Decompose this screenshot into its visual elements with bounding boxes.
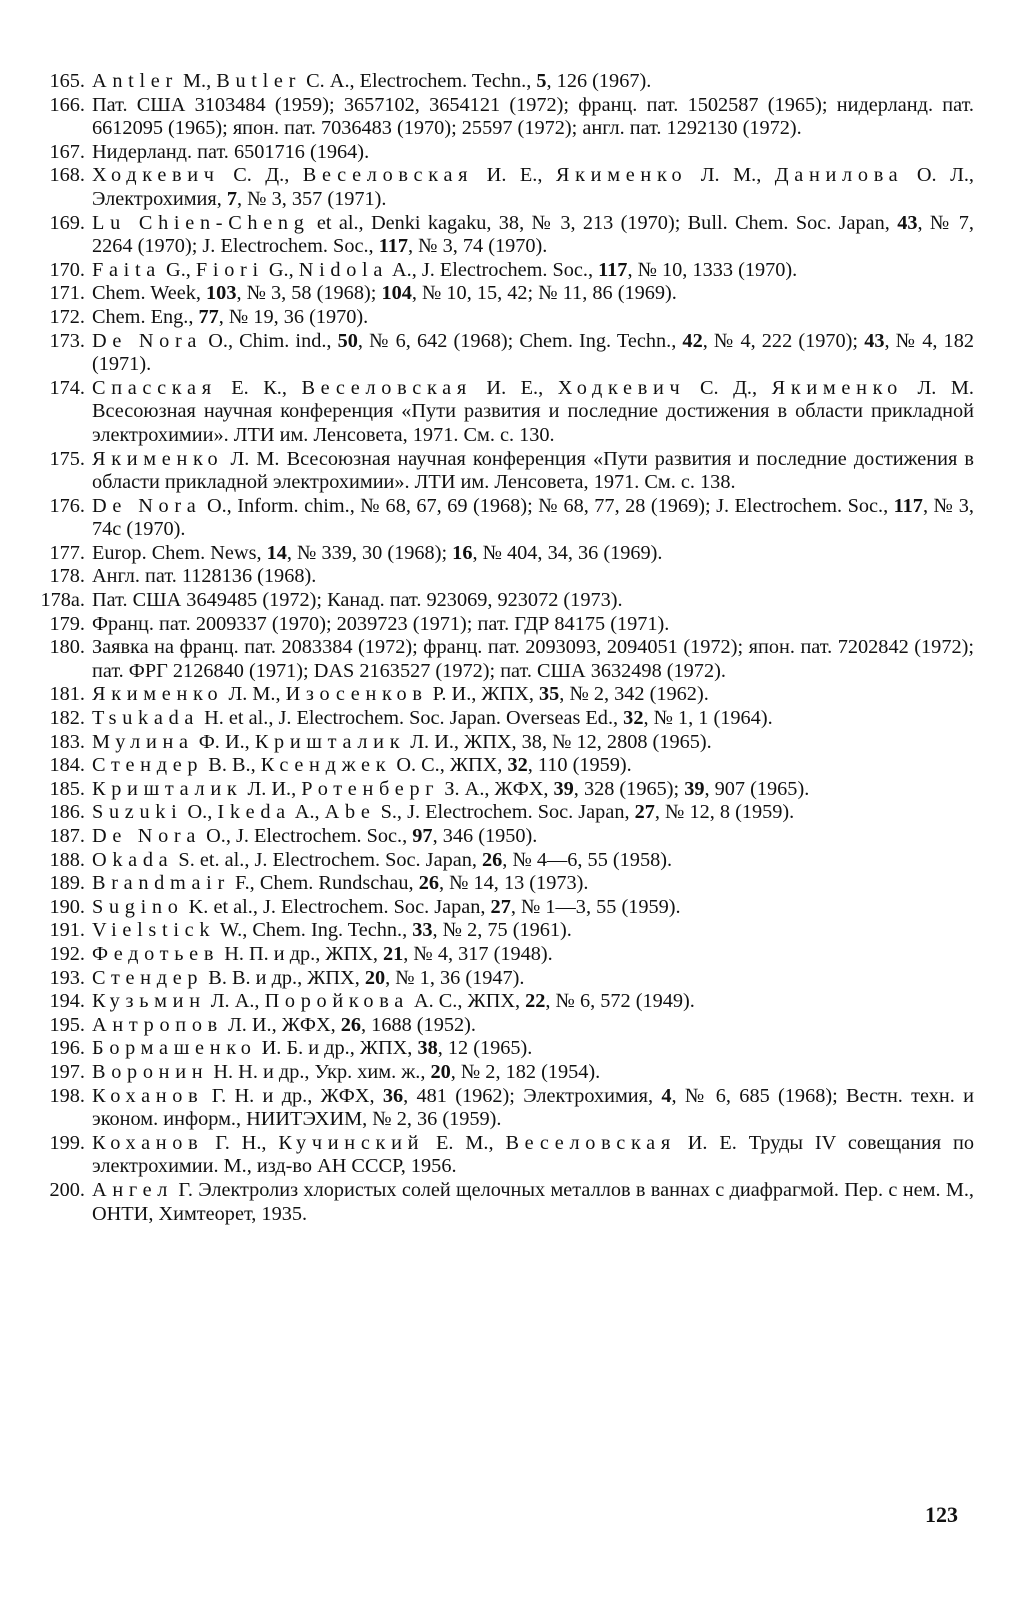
reference-entry (36, 1132, 974, 1179)
reference-entry (36, 919, 974, 943)
author-name: Faita (92, 258, 161, 281)
volume-number: 20 (430, 1060, 451, 1083)
volume-number: 32 (507, 754, 528, 777)
reference-text (92, 141, 974, 165)
citation-text: Г. Н., (203, 1131, 279, 1154)
citation-text: , 126 (1967). (546, 70, 652, 92)
citation-text: O., Chim. ind., (202, 329, 338, 352)
author-name: Ротенберг (301, 777, 440, 800)
citation-text: З. А., ЖФХ, (439, 777, 554, 800)
citation-text: О. С., ЖПХ, (391, 754, 508, 777)
citation-text: O., (182, 801, 218, 824)
citation-text: Нидерланд. пат. 6501716 (1964). (92, 140, 370, 163)
reference-entry (36, 495, 974, 542)
reference-text (92, 919, 974, 943)
author-name: Мулина (92, 730, 194, 753)
citation-text: , № 14, 13 (1973). (438, 872, 589, 895)
citation-text: С. Д., (685, 376, 772, 399)
citation-text: , № 10, 1333 (1970). (627, 258, 798, 281)
reference-entry (36, 707, 974, 731)
author-name: Федотьев (92, 942, 220, 965)
reference-number: 171. (49, 282, 85, 305)
author-name: De Nora (92, 825, 202, 847)
citation-text: И. Е. Труды IV совещания по электрохимии. М., изд-во АН СССР, 1956. (92, 1131, 974, 1178)
citation-text: Франц. пат. 2009337 (1970); 2039723 (1971); пат. ГДР 84175 (1971). (92, 612, 670, 635)
citation-text: Г. Н. и др., ЖФХ, (203, 1084, 383, 1107)
reference-entry (36, 141, 974, 165)
citation-text: H. et al., J. Electrochem. Soc. Japan. Overseas Ed., (199, 707, 624, 730)
reference-number: 197. (49, 1060, 85, 1083)
volume-number: 27 (634, 801, 655, 824)
volume-number: 43 (864, 329, 885, 352)
citation-text: A., J. Electrochem. Soc., (388, 258, 599, 281)
reference-number: 168. (49, 164, 85, 187)
reference-text (92, 1061, 974, 1085)
volume-number: 22 (525, 990, 546, 1013)
volume-number: 26 (340, 1013, 362, 1036)
author-name: Okada (92, 848, 174, 871)
citation-text: , № 404, 34, 36 (1969). (472, 541, 663, 564)
author-name: Веселовская (302, 164, 474, 187)
author-name: Стендер (92, 966, 204, 989)
volume-number: 117 (598, 258, 628, 281)
reference-number: 188. (49, 848, 85, 871)
reference-number: 174. (49, 376, 85, 399)
reference-entry (36, 377, 974, 448)
citation-text: , 481 (1962); Электрохимия, (403, 1084, 662, 1107)
reference-text (92, 896, 974, 920)
author-name: Ходкевич (557, 376, 686, 399)
reference-number: 178. (49, 565, 85, 588)
volume-number: 35 (539, 683, 560, 706)
author-name: Nidola (298, 258, 389, 281)
author-name: De Nora (92, 329, 203, 352)
reference-number: 173. (49, 329, 85, 352)
citation-text: S. et. al., J. Electrochem. Soc. Japan, (173, 848, 483, 871)
citation-text: Заявка на франц. пат. 2083384 (1972); франц. пат. 2093093, 2094051 (1972); япон. пат. 7202842 (1972); пат. ФРГ 2126840 (1971); DAS 2163527 (1972); пат. США 3632498 (1972). (92, 636, 974, 682)
reference-text (92, 1085, 974, 1132)
citation-text: , № 3, 58 (1968); (236, 282, 382, 305)
reference-entry (36, 990, 974, 1014)
reference-entry (36, 330, 974, 377)
reference-number: 187. (49, 825, 85, 847)
reference-entry (36, 565, 974, 589)
author-name: Ангел (92, 1178, 174, 1201)
reference-number: 186. (49, 801, 85, 824)
reference-text (92, 589, 974, 613)
reference-entry (36, 849, 974, 873)
reference-entry (36, 306, 974, 330)
volume-number: 103 (206, 282, 237, 305)
citation-text: , № 3, 74c (1970). (92, 494, 974, 541)
reference-entry (36, 778, 974, 802)
citation-text: , № 10, 15, 42; № 11, 86 (1969). (411, 282, 677, 305)
author-name: Ксенджек (260, 754, 392, 777)
reference-number: 193. (49, 966, 85, 989)
citation-text: Л. М. Всесоюзная научная конференция «Пути развития и последние достижения в области прикладной электрохимии». ЛТИ им. Ленсовета, 1971. См. с. 130. (92, 376, 974, 446)
reference-text (92, 801, 974, 825)
reference-text (92, 943, 974, 967)
citation-text: В. В., (203, 754, 261, 777)
citation-text: Н. П. и др., ЖПХ, (219, 942, 383, 965)
citation-text: Н. Н. и др., Укр. хим. ж., (208, 1060, 431, 1083)
volume-number: 20 (364, 966, 386, 989)
citation-text: , № 19, 36 (1970). (218, 305, 369, 328)
reference-entry (36, 801, 974, 825)
reference-number: 183. (49, 730, 85, 753)
reference-number: 184. (49, 754, 85, 777)
reference-number: 169. (49, 211, 85, 234)
reference-entry (36, 212, 974, 259)
reference-number: 172. (49, 305, 85, 328)
reference-entry (36, 1037, 974, 1061)
reference-text (92, 330, 974, 377)
reference-entry (36, 872, 974, 896)
volume-number: 50 (337, 329, 358, 352)
citation-text: , 12 (1965). (437, 1037, 533, 1060)
reference-text (92, 1179, 974, 1226)
reference-number: 200. (49, 1178, 85, 1201)
citation-text: , № 6, 642 (1968); Chem. Ing. Techn., (357, 329, 683, 352)
citation-text: Е. К., (216, 376, 302, 399)
author-name: Кришталик (254, 730, 406, 753)
reference-number: 179. (49, 612, 85, 635)
volume-number: 39 (684, 777, 705, 800)
citation-text: F., Chem. Rundschau, (229, 872, 419, 895)
volume-number: 14 (266, 541, 287, 564)
author-name: Веселовская (301, 376, 472, 399)
author-name: Стендер (92, 754, 204, 777)
reference-number: 194. (49, 990, 85, 1013)
citation-text: Л. И., ЖПХ, 38, № 12, 2808 (1965). (405, 730, 712, 753)
author-name: Vielstick (92, 919, 216, 942)
citation-text: A., (290, 801, 325, 824)
author-name: Бормашенко (92, 1037, 257, 1060)
volume-number: 26 (418, 872, 439, 895)
author-name: Brandmair (92, 872, 230, 895)
reference-number: 177. (49, 541, 85, 564)
citation-text: И. Е., (473, 164, 556, 187)
reference-number: 196. (49, 1037, 85, 1060)
reference-number: 181. (49, 683, 85, 706)
citation-text: , 1688 (1952). (361, 1013, 476, 1036)
volume-number: 42 (682, 329, 703, 352)
author-name: Якименко (555, 164, 688, 187)
reference-text (92, 1014, 974, 1038)
author-name: Tsukada (92, 707, 200, 730)
reference-text (92, 613, 974, 637)
reference-text (92, 70, 974, 94)
citation-text: O., Inform. chim., № 68, 67, 69 (1968); № 68, 77, 28 (1969); J. Electrochem. Soc., (201, 494, 894, 517)
reference-entry (36, 448, 974, 495)
citation-text: , № 1, 1 (1964). (643, 707, 773, 730)
citation-text: В. В. и др., ЖПХ, (203, 966, 365, 989)
reference-number: 176. (49, 494, 85, 517)
reference-list (36, 70, 974, 1226)
author-name: Данилова (774, 164, 904, 187)
reference-text (92, 707, 974, 731)
citation-text: , № 3, 357 (1971). (237, 187, 387, 210)
reference-entry (36, 70, 974, 94)
author-name: Якименко (771, 376, 903, 399)
reference-text (92, 282, 974, 306)
citation-text: Л. И., ЖФХ, (222, 1013, 341, 1036)
reference-text (92, 164, 974, 211)
reference-entry (36, 589, 974, 613)
author-name: Кузьмин (92, 990, 206, 1013)
author-name: Кучинский (278, 1131, 425, 1154)
citation-text: , 346 (1950). (432, 825, 538, 847)
author-name: Ходкевич (92, 164, 220, 187)
volume-number: 4 (661, 1084, 672, 1107)
reference-text (92, 495, 974, 542)
reference-entry (36, 542, 974, 566)
citation-text: , 328 (1965); (573, 777, 685, 800)
reference-entry (36, 896, 974, 920)
citation-text: С. А., Electrochem. Techn., (301, 70, 537, 92)
citation-text: et al., Denki kagaku, 38, № 3, 213 (1970); Bull. Chem. Soc. Japan, (309, 211, 898, 234)
reference-entry (36, 1014, 974, 1038)
citation-text: Ф. И., (193, 730, 255, 753)
citation-text: Л. А., (205, 990, 265, 1013)
citation-text: С. Д., (219, 164, 303, 187)
citation-text: , № 3, 74 (1970). (408, 235, 548, 258)
reference-number: 189. (49, 872, 85, 895)
citation-text: Л. М. Всесоюзная научная конференция «Пути развития и последние достижения в области прикладной электрохимии». ЛТИ им. Ленсовета, 1971. См. с. 138. (92, 447, 974, 494)
citation-text: Л. М., (687, 164, 775, 187)
volume-number: 104 (381, 282, 412, 305)
volume-number: 16 (452, 541, 473, 564)
reference-entry (36, 1061, 974, 1085)
citation-text: Пат. США 3649485 (1972); Канад. пат. 923069, 923072 (1973). (92, 589, 623, 612)
author-name: Антропов (92, 1013, 223, 1036)
author-name: Веселовская (505, 1131, 676, 1154)
citation-text: , № 6, 572 (1949). (545, 990, 695, 1013)
citation-text: Chem. Eng., (92, 305, 199, 328)
citation-text: Р. И., ЖПХ, (427, 683, 540, 706)
author-name: Якименко (92, 447, 224, 470)
citation-text: Chem. Week, (92, 282, 207, 305)
citation-text: S., J. Electrochem. Soc. Japan, (375, 801, 635, 824)
volume-number: 33 (412, 919, 433, 942)
reference-entry (36, 282, 974, 306)
volume-number: 21 (382, 942, 404, 965)
reference-number: 191. (49, 919, 85, 942)
author-name: Ikeda (217, 801, 291, 824)
author-name: Antler (92, 70, 178, 92)
citation-text: O., J. Electrochem. Soc., (201, 825, 413, 847)
volume-number: 32 (623, 707, 644, 730)
author-name: Поройкова (264, 990, 409, 1013)
author-name: Якименко (92, 683, 224, 706)
author-name: Fiori (195, 258, 264, 281)
reference-text (92, 683, 974, 707)
volume-number: 43 (897, 211, 918, 234)
reference-entry (36, 1085, 974, 1132)
reference-text (92, 967, 974, 991)
author-name: Спасская (92, 376, 217, 399)
citation-text: И. Е., (471, 376, 558, 399)
reference-text (92, 306, 974, 330)
reference-entry (36, 613, 974, 637)
reference-text (92, 990, 974, 1014)
citation-text: , № 4, 182 (1971). (92, 329, 974, 376)
reference-text (92, 731, 974, 755)
citation-text: W., Chem. Ing. Techn., (215, 919, 413, 942)
citation-text: , 907 (1965). (704, 777, 810, 800)
author-name: De Nora (92, 494, 202, 517)
citation-text: G., (263, 258, 299, 281)
reference-text (92, 636, 974, 683)
volume-number: 117 (893, 494, 923, 517)
reference-number: 199. (49, 1131, 85, 1154)
author-name: Коханов (92, 1084, 204, 1107)
volume-number: 5 (536, 70, 547, 92)
volume-number: 36 (382, 1084, 404, 1107)
citation-text: Л. И., (242, 777, 302, 800)
reference-number: 185. (49, 777, 85, 800)
citation-text: , № 2, 182 (1954). (450, 1060, 601, 1083)
volume-number: 7 (226, 187, 238, 210)
volume-number: 117 (378, 235, 409, 258)
citation-text: А. С., ЖПХ, (408, 990, 526, 1013)
author-name: Коханов (92, 1131, 204, 1154)
citation-text: , № 1, 36 (1947). (385, 966, 525, 989)
reference-entry (36, 164, 974, 211)
reference-text (92, 212, 974, 259)
reference-number: 190. (49, 895, 85, 918)
author-name: Lu Chien-Cheng (92, 211, 310, 234)
citation-text: , 110 (1959). (527, 754, 632, 777)
reference-number: 178а. (40, 589, 85, 612)
reference-entry (36, 731, 974, 755)
author-name: Воронин (92, 1060, 209, 1083)
reference-entry (36, 943, 974, 967)
reference-number: 180. (49, 636, 85, 659)
reference-text (92, 872, 974, 896)
reference-number: 175. (49, 447, 85, 470)
citation-text: Europ. Chem. News, (92, 541, 267, 564)
volume-number: 27 (490, 895, 511, 918)
citation-text: Англ. пат. 1128136 (1968). (92, 565, 317, 588)
reference-number: 195. (49, 1013, 85, 1036)
reference-text (92, 542, 974, 566)
reference-text (92, 825, 974, 849)
author-name: Butler (216, 70, 302, 92)
reference-entry (36, 636, 974, 683)
citation-text: , № 339, 30 (1968); (286, 541, 453, 564)
reference-text (92, 448, 974, 495)
citation-text: , № 1—3, 55 (1959). (510, 895, 681, 918)
reference-entry (36, 1179, 974, 1226)
reference-number: 182. (49, 707, 85, 730)
citation-text: , № 7, 2264 (1970); J. Electrochem. Soc., (92, 211, 974, 258)
citation-text: , № 12, 8 (1959). (654, 801, 795, 824)
page-number: 123 (925, 1502, 958, 1527)
author-name: Изосенков (285, 683, 428, 706)
citation-text: М., (177, 70, 217, 92)
citation-text: , № 4, 222 (1970); (702, 329, 865, 352)
citation-text: О. Л., Электрохимия, (92, 164, 974, 210)
volume-number: 38 (417, 1037, 438, 1060)
author-name: Abe (324, 801, 376, 824)
citation-text: , № 6, 685 (1968); Вестн. техн. и эконом. информ., НИИТЭХИМ, № 2, 36 (1959). (92, 1084, 974, 1131)
citation-text: Пат. США 3103484 (1959); 3657102, 3654121 (1972); франц. пат. 1502587 (1965); нидерланд. пат. 6612095 (1965); япон. пат. 7036483 (1970); 25597 (1972); англ. пат. 1292130 (1972). (92, 93, 974, 140)
reference-text (92, 778, 974, 802)
volume-number: 26 (482, 848, 503, 871)
reference-entry (36, 754, 974, 778)
citation-text: , № 4—6, 55 (1958). (502, 848, 673, 871)
volume-number: 39 (553, 777, 574, 800)
reference-entry (36, 259, 974, 283)
reference-text (92, 754, 974, 778)
citation-text: Л. М., (223, 683, 286, 706)
citation-text: , № 4, 317 (1948). (403, 942, 553, 965)
volume-number: 77 (198, 305, 219, 328)
reference-text (92, 94, 974, 141)
author-name: Suzuki (92, 801, 183, 824)
citation-text: , № 2, 75 (1961). (432, 919, 572, 942)
reference-text (92, 1132, 974, 1179)
reference-entry (36, 967, 974, 991)
reference-text (92, 565, 974, 589)
reference-entry (36, 683, 974, 707)
author-name: Sugino (92, 895, 184, 918)
reference-entry (36, 94, 974, 141)
citation-text: G., (160, 258, 196, 281)
volume-number: 97 (412, 825, 433, 847)
reference-text (92, 849, 974, 873)
citation-text: K. et al., J. Electrochem. Soc. Japan, (183, 895, 491, 918)
reference-number: 170. (49, 258, 85, 281)
citation-text: Г. Электролиз хлористых солей щелочных металлов в ваннах с диафрагмой. Пер. с нем. М., ОНТИ, Химтеорет, 1935. (92, 1178, 974, 1225)
author-name: Кришталик (92, 777, 243, 800)
reference-number: 192. (49, 942, 85, 965)
citation-text: , № 2, 342 (1962). (559, 683, 709, 706)
reference-number: 167. (49, 140, 85, 163)
citation-text: И. Б. и др., ЖПХ, (256, 1037, 418, 1060)
reference-number: 198. (49, 1084, 85, 1107)
reference-text (92, 259, 974, 283)
citation-text: Е. М., (424, 1131, 506, 1154)
reference-text (92, 377, 974, 448)
reference-text (92, 1037, 974, 1061)
reference-number: 165. (49, 70, 85, 92)
reference-entry (36, 825, 974, 849)
reference-number: 166. (49, 93, 85, 116)
